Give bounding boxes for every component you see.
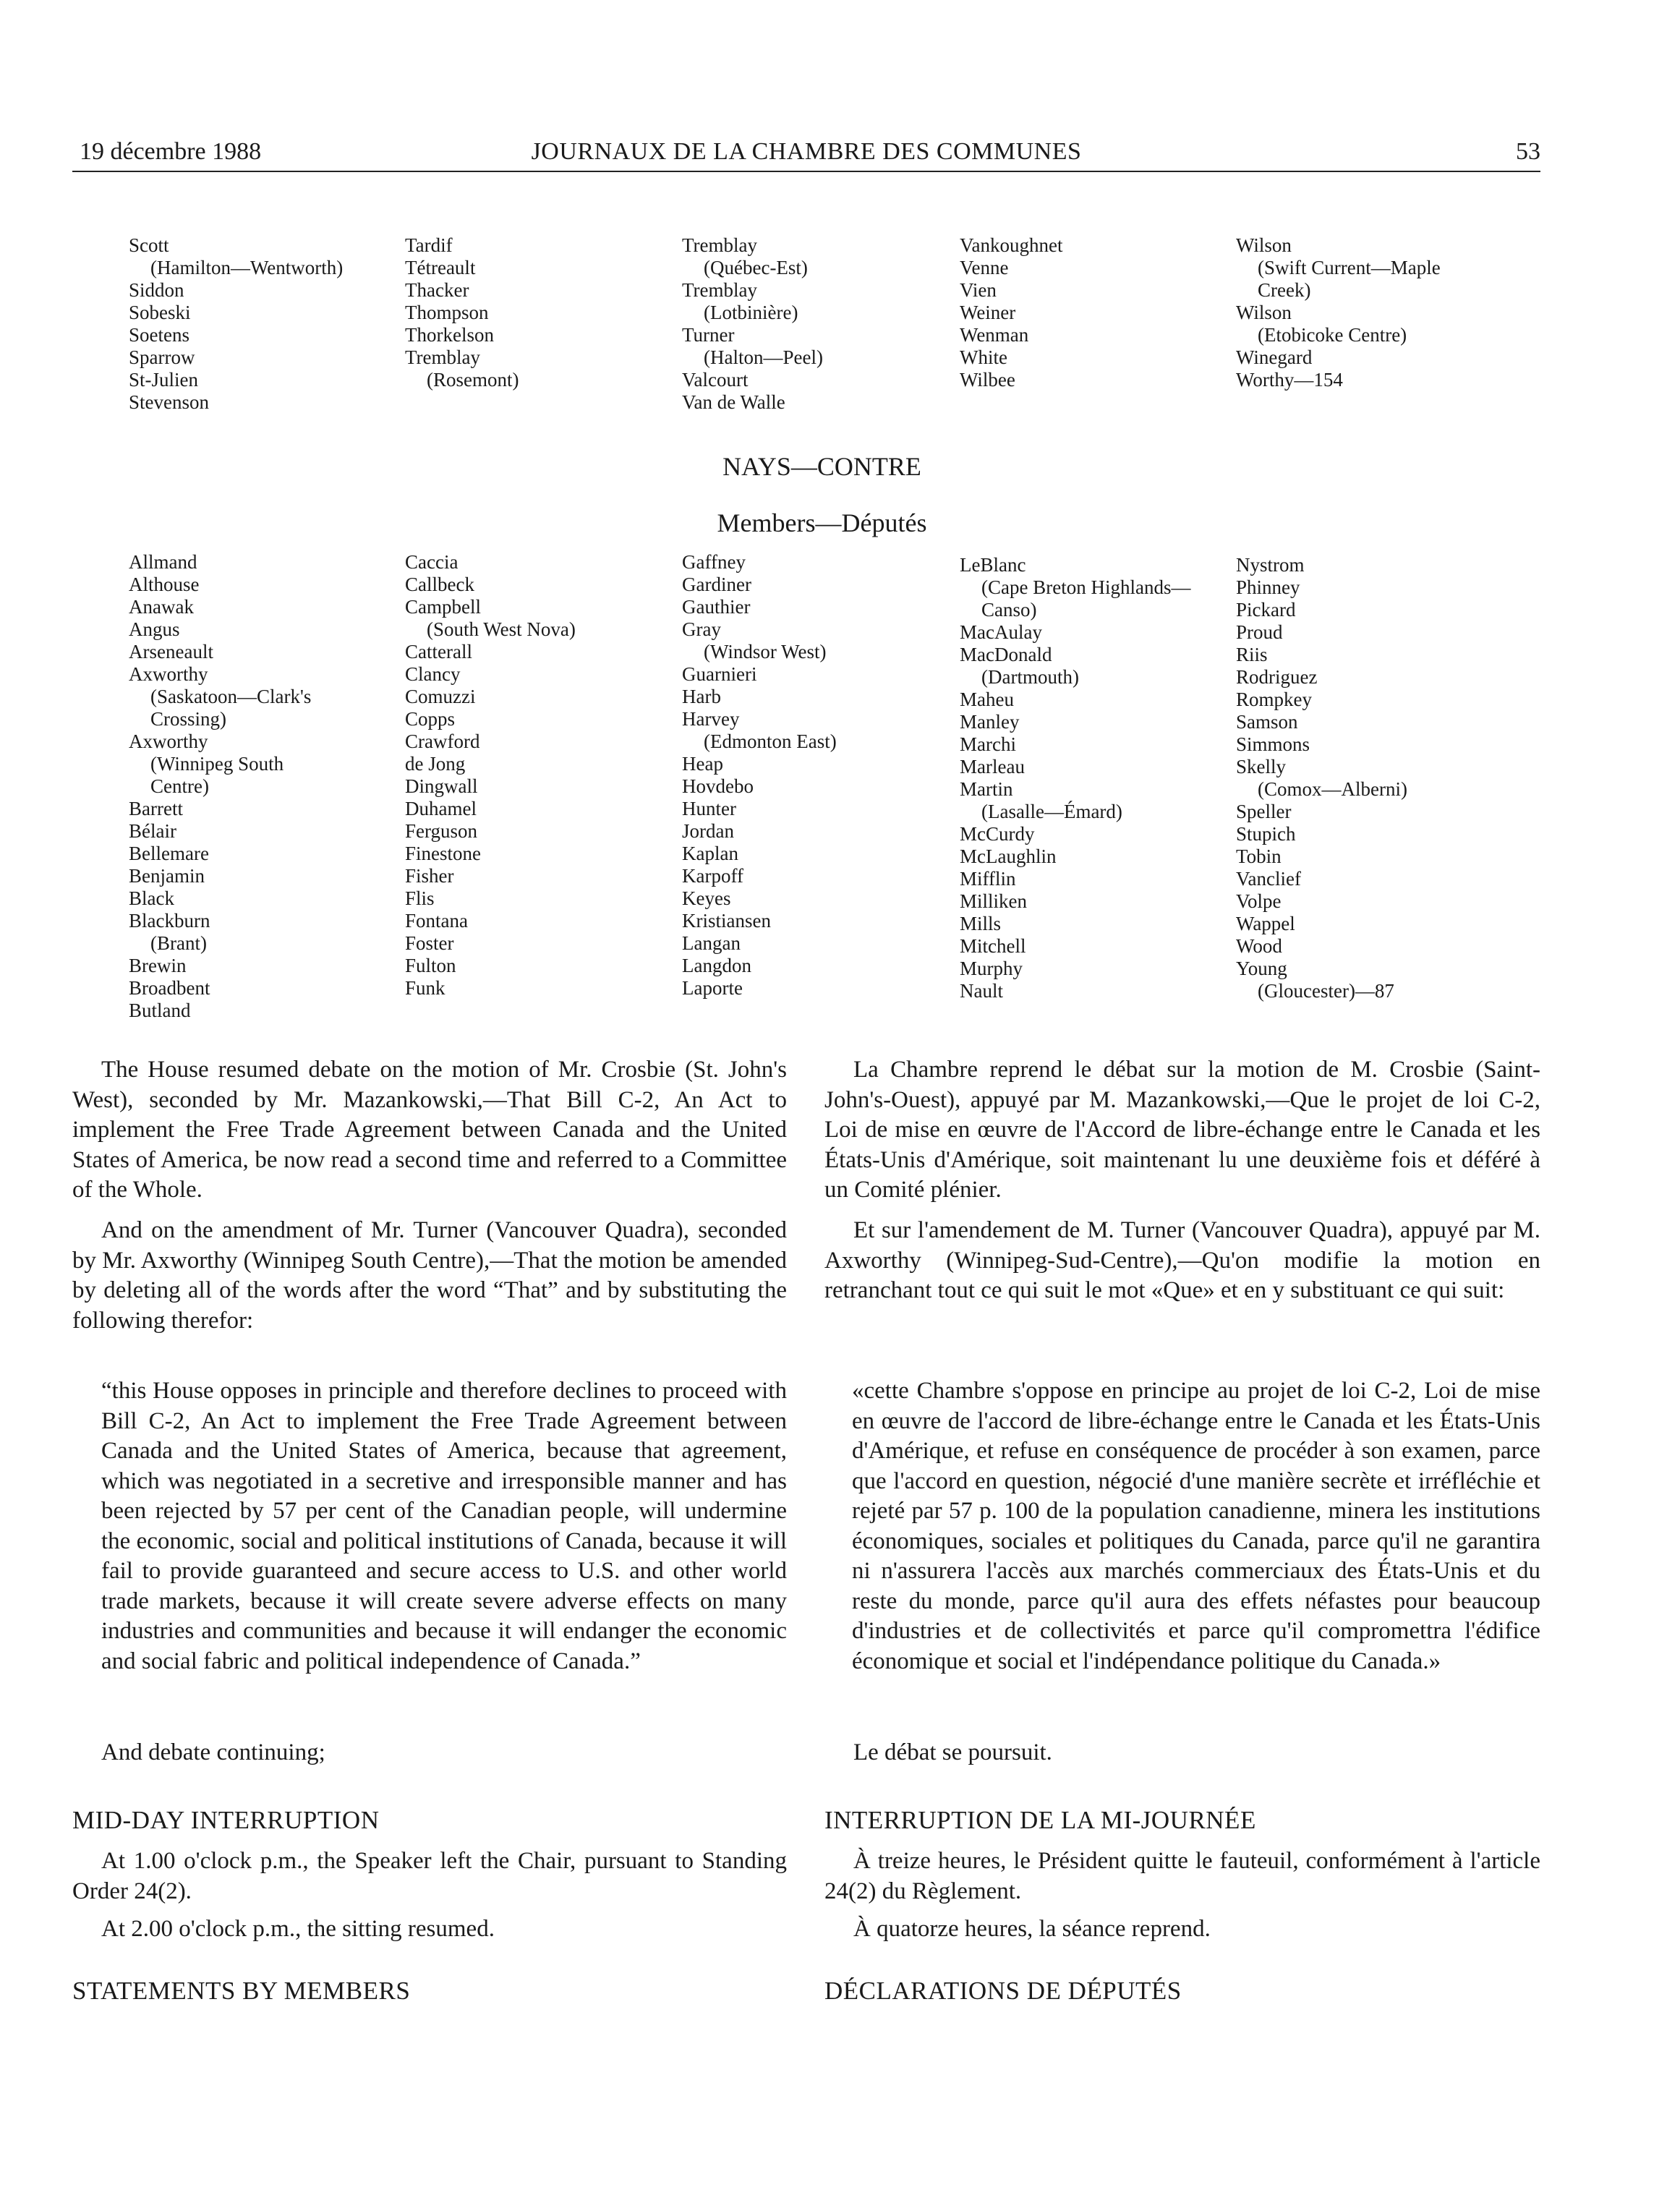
member-name: Axworthy (129, 730, 208, 752)
member-name: Barrett (129, 798, 183, 819)
member-name: Wenman (960, 324, 1029, 346)
member-name: Funk (405, 977, 445, 999)
yeas-column-5 (1236, 234, 1441, 391)
member-name: (Lotbinière) (704, 302, 798, 323)
member-name: (Gloucester)—87 (1258, 980, 1394, 1002)
member-name: Wood (1236, 935, 1282, 957)
member-name: Blackburn (129, 910, 210, 932)
member-name: Jordan (682, 820, 734, 842)
member-name: Clancy (405, 663, 461, 685)
header-date: 19 décembre 1988 (80, 138, 262, 165)
member-name: Arseneault (129, 641, 213, 662)
member-name: Thompson (405, 302, 489, 323)
member-name: Keyes (682, 887, 731, 909)
nays-column-1 (129, 551, 311, 1022)
member-name: Guarnieri (682, 663, 757, 685)
member-name: Callbeck (405, 574, 474, 595)
member-name: (Brant) (150, 932, 207, 954)
member-name: Catterall (405, 641, 472, 662)
member-name: (Québec-Est) (704, 257, 808, 278)
member-name: (Swift Current—Maple (1258, 257, 1441, 278)
member-name: Wilson (1236, 234, 1292, 256)
member-name: Althouse (129, 574, 200, 595)
member-name: Marchi (960, 733, 1016, 755)
member-name: Gaffney (682, 551, 746, 573)
member-name: Langdon (682, 955, 751, 976)
member-name: Heap (682, 753, 723, 775)
member-name: Anawak (129, 596, 194, 618)
member-name: Valcourt (682, 369, 749, 391)
fr-midday-heading: INTERRUPTION DE LA MI-JOURNÉE (824, 1806, 1256, 1834)
member-name: Venne (960, 257, 1009, 278)
page-header (72, 137, 1540, 172)
fr-speaker-left: À treize heures, le Président quitte le fauteuil, conformément à l'article 24(2) du Règlement. (824, 1848, 1540, 1904)
member-name: Brewin (129, 955, 187, 976)
member-name: McLaughlin (960, 845, 1057, 867)
member-name: Winegard (1236, 346, 1313, 368)
member-name: Rodriguez (1236, 666, 1318, 688)
member-name: Tremblay (682, 279, 758, 301)
member-name: (Comox—Alberni) (1258, 778, 1407, 800)
member-name: Sparrow (129, 346, 195, 368)
member-name: Tardif (405, 234, 453, 256)
member-name: (Cape Breton Highlands— (981, 576, 1191, 598)
member-name: White (960, 346, 1007, 368)
member-name: Campbell (405, 596, 481, 618)
member-name: Gardiner (682, 574, 751, 595)
nays-column-3 (682, 551, 837, 1000)
member-name: Kaplan (682, 843, 738, 864)
member-name: Turner (682, 324, 735, 346)
nays-column-4 (960, 554, 1190, 1002)
member-name: Riis (1236, 644, 1268, 665)
member-name: Angus (129, 618, 180, 640)
member-name: Mifflin (960, 868, 1016, 890)
member-name: Finestone (405, 843, 481, 864)
member-name: Phinney (1236, 576, 1300, 598)
member-name: Tétreault (405, 257, 476, 278)
en-amendment-quote: “this House opposes in principle and therefore declines to proceed with Bill C-2, An Act to implement the Free Trade Agreement between Canada and the United States of America, because that agreement, which was negotiated in a secretive and irresponsible manner and has been rejected by 57 per cent of the Canadian people, will undermine the economic, social and political institutions of Canada, because it will fail to provide guaranteed and secure access to U.S. and other world trade markets, because it will create severe adverse effects on many industries and communities and because it will endanger the economic and social fabric and political independence of Canada.” (101, 1378, 787, 1674)
member-name: Proud (1236, 621, 1283, 643)
member-name: (Edmonton East) (704, 730, 837, 752)
member-name: Manley (960, 711, 1020, 733)
member-name: Mitchell (960, 935, 1026, 957)
member-name: Black (129, 887, 174, 909)
en-speaker-left: At 1.00 o'clock p.m., the Speaker left the Chair, pursuant to Standing Order 24(2). (72, 1848, 787, 1904)
member-name: Martin (960, 778, 1013, 800)
member-name: LeBlanc (960, 554, 1026, 576)
member-name: Kristiansen (682, 910, 771, 932)
member-name: Gauthier (682, 596, 751, 618)
member-name: Duhamel (405, 798, 477, 819)
member-name: Karpoff (682, 865, 743, 887)
member-name: Harb (682, 686, 721, 707)
member-name: Pickard (1236, 599, 1296, 621)
yeas-column-3 (682, 234, 823, 414)
member-name: Samson (1236, 711, 1298, 733)
yeas-column-2 (405, 234, 519, 391)
member-name: Thorkelson (405, 324, 494, 346)
member-name: Benjamin (129, 865, 205, 887)
member-name: MacDonald (960, 644, 1052, 665)
member-name: (Windsor West) (704, 641, 827, 662)
en-statements-heading: STATEMENTS BY MEMBERS (72, 1977, 411, 2005)
member-name: Fontana (405, 910, 468, 932)
member-name: Van de Walle (682, 391, 785, 413)
member-name: Bélair (129, 820, 176, 842)
member-name: Crawford (405, 730, 480, 752)
member-name: Creek) (1258, 279, 1311, 301)
member-name: Tremblay (405, 346, 481, 368)
member-name: Centre) (150, 775, 209, 797)
member-name: Gray (682, 618, 721, 640)
member-name: Hovdebo (682, 775, 754, 797)
member-name: (Halton—Peel) (704, 346, 823, 368)
member-name: Wilbee (960, 369, 1015, 391)
member-name: Crossing) (150, 708, 227, 730)
fr-amendment-paragraph: Et sur l'amendement de M. Turner (Vancouver Quadra), appuyé par M. Axworthy (Winnipeg-Sud-Centre),—Qu'on modifie la motion en retranchant tout ce qui suit le mot «Que» et en y substituant ce qui suit: (824, 1217, 1540, 1303)
member-name: Vankoughnet (960, 234, 1063, 256)
member-name: Broadbent (129, 977, 210, 999)
page-number: 53 (1516, 138, 1540, 165)
member-name: Flis (405, 887, 435, 909)
member-name: Vien (960, 279, 997, 301)
member-name: Fulton (405, 955, 456, 976)
en-motion-paragraph: The House resumed debate on the motion of Mr. Crosbie (St. John's West), seconded by Mr. Mazankowski,—That Bill C-2, An Act to implement the Free Trade Agreement between Canada and the United States of America, be now read a second time and referred to a Committee of the Whole. (72, 1057, 787, 1203)
member-name: Nystrom (1236, 554, 1305, 576)
member-name: Wappel (1236, 913, 1295, 934)
nays-column-2 (405, 551, 576, 1000)
member-name: Weiner (960, 302, 1016, 323)
member-name: McCurdy (960, 823, 1035, 845)
member-name: Speller (1236, 801, 1292, 822)
member-name: Siddon (129, 279, 184, 301)
member-name: Skelly (1236, 756, 1287, 777)
member-name: Bellemare (129, 843, 209, 864)
fr-sitting-resumed: À quatorze heures, la séance reprend. (853, 1916, 1211, 1942)
member-name: Laporte (682, 977, 743, 999)
member-name: de Jong (405, 753, 466, 775)
member-name: Allmand (129, 551, 197, 573)
member-name: Maheu (960, 689, 1014, 710)
member-name: Harvey (682, 708, 740, 730)
member-name: (Hamilton—Wentworth) (150, 257, 344, 278)
member-name: Canso) (981, 599, 1037, 621)
member-name: Thacker (405, 279, 469, 301)
member-name: Foster (405, 932, 454, 954)
fr-motion-paragraph: La Chambre reprend le débat sur la motion de M. Crosbie (Saint-John's-Ouest), appuyé par M. Mazankowski,—Que le projet de loi C-2, Loi de mise en œuvre de l'Accord de libre-échange entre le Canada et les États-Unis d'Amérique, soit maintenant lu une deuxième fois et déféré à un Comité plénier. (824, 1057, 1540, 1203)
member-name: Caccia (405, 551, 459, 573)
member-name: Sobeski (129, 302, 191, 323)
member-name: Langan (682, 932, 741, 954)
member-name: Volpe (1236, 890, 1282, 912)
member-name: Butland (129, 1000, 191, 1021)
member-name: (Dartmouth) (981, 666, 1079, 688)
member-name: Wilson (1236, 302, 1292, 323)
member-name: Simmons (1236, 733, 1310, 755)
member-name: (Winnipeg South (150, 753, 284, 775)
en-sitting-resumed: At 2.00 o'clock p.m., the sitting resumed. (101, 1916, 495, 1942)
member-name: Copps (405, 708, 456, 730)
member-name: (Saskatoon—Clark's (150, 686, 312, 707)
member-name: Vanclief (1236, 868, 1301, 890)
fr-debate-continuing: Le débat se poursuit. (853, 1739, 1052, 1765)
members-heading: Members—Députés (717, 508, 927, 537)
member-name: (Lasalle—Émard) (981, 801, 1122, 822)
member-name: (South West Nova) (427, 618, 576, 640)
member-name: Tobin (1236, 845, 1282, 867)
member-name: St-Julien (129, 369, 199, 391)
nays-heading: NAYS—CONTRE (722, 452, 921, 481)
member-name: Young (1236, 958, 1287, 979)
member-name: Marleau (960, 756, 1025, 777)
en-midday-heading: MID-DAY INTERRUPTION (72, 1806, 380, 1834)
member-name: Stevenson (129, 391, 209, 413)
member-name: Milliken (960, 890, 1027, 912)
member-name: (Etobicoke Centre) (1258, 324, 1407, 346)
member-name: (Rosemont) (427, 369, 519, 391)
member-name: MacAulay (960, 621, 1042, 643)
member-name: Worthy—154 (1236, 369, 1343, 391)
member-name: Ferguson (405, 820, 478, 842)
member-name: Rompkey (1236, 689, 1312, 710)
en-amendment-paragraph: And on the amendment of Mr. Turner (Vancouver Quadra), seconded by Mr. Axworthy (Winnipeg South Centre),—That the motion be amended by deleting all of the words after the word “That” and by substituting the following therefor: (72, 1217, 787, 1334)
en-debate-continuing: And debate continuing; (101, 1739, 325, 1765)
member-name: Murphy (960, 958, 1023, 979)
member-name: Dingwall (405, 775, 478, 797)
yeas-column-1 (129, 234, 343, 414)
member-name: Tremblay (682, 234, 758, 256)
yeas-column-4 (960, 234, 1062, 391)
nays-column-5 (1236, 554, 1407, 1002)
member-name: Fisher (405, 865, 454, 887)
member-name: Comuzzi (405, 686, 476, 707)
member-name: Axworthy (129, 663, 208, 685)
member-name: Nault (960, 980, 1003, 1002)
fr-statements-heading: DÉCLARATIONS DE DÉPUTÉS (824, 1977, 1182, 2005)
member-name: Scott (129, 234, 169, 256)
member-name: Stupich (1236, 823, 1296, 845)
fr-amendment-quote: «cette Chambre s'oppose en principe au projet de loi C-2, Loi de mise en œuvre de l'accord de libre-échange entre le Canada et les États-Unis d'Amérique, et refuse en conséquence de procéder à son examen, parce que l'accord en question, négocié d'une manière secrète et irréfléchie et rejeté par 57 p. 100 de la population canadienne, minera les institutions économiques, sociales et politiques du Canada, parce qu'il ne garantira ni n'assurera l'accès aux marchés commerciaux des États-Unis et du reste du monde, parce qu'il aura des effets néfastes pour beaucoup d'industries et de collectivités et parce qu'il compromettra l'édifice économique et social et l'indépendance politique du Canada.» (852, 1378, 1540, 1674)
member-name: Hunter (682, 798, 736, 819)
member-name: Soetens (129, 324, 189, 346)
member-name: Mills (960, 913, 1002, 934)
header-title: JOURNAUX DE LA CHAMBRE DES COMMUNES (531, 138, 1082, 165)
